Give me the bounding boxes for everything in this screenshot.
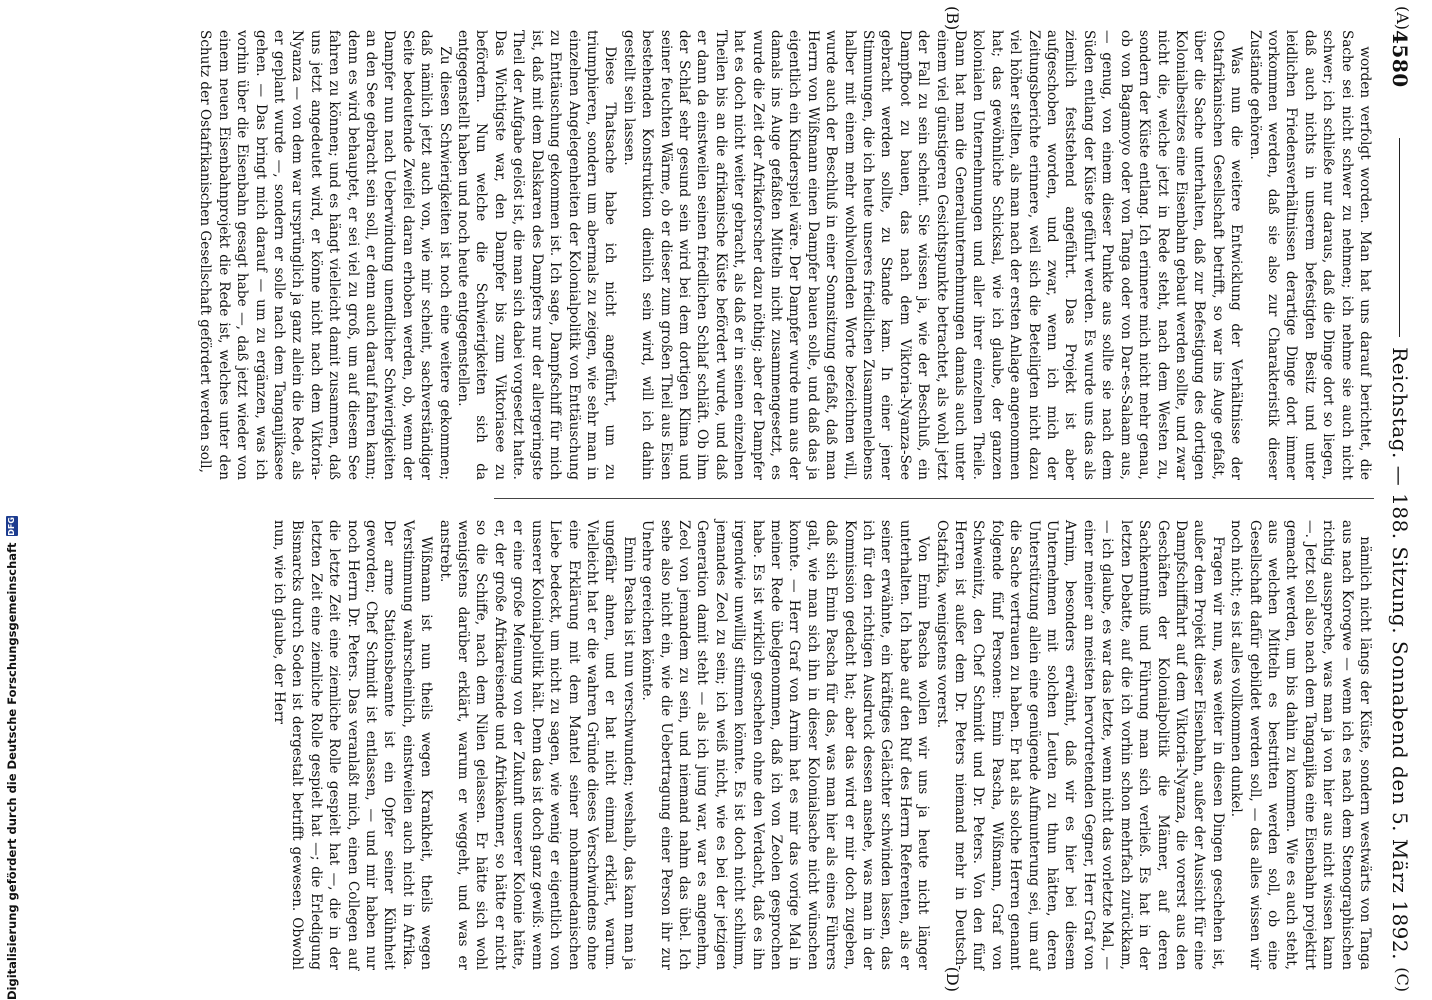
document-page	[60, 0, 1432, 1000]
margin-marker-b: (B)	[943, 6, 962, 31]
dfg-logo-icon: DFG	[7, 517, 16, 536]
paragraph: Fragen wir nun, was weiter in diesen Dingen geschehen ist, außer dem Projekt dieser Eisenbahn, außer der Aussicht für eine Dampfschifffahrt auf dem Viktoria-Nyanza, die vorerst aus den Geschäften der Kolonialpolitik die Männer, auf deren Sachkenntniß und Führung man sich verließ. Es hat in der letzten Debatte, auf die ich vorhin schon mehrfach zurückkam, — ich glaube, es war das letzte, wenn nicht das vorletzte Mal, — einer meiner an meisten hervortretenden Gegner, Herr Graf von Arnim, besonders erwähnt, daß wir es hier bei diesem Unternehmen mit solchen Leuten zu thun hätten, deren Unterstützung allein eine genügende Aufmunterung sei, um auf die Sache vertrauen zu haben. Er hat als solche Herren genannt folgende fünf Personen: Emin Pascha, Wißmann, Graf von Schweinitz, den Chef Schmidt und Dr. Peters. Von den fünf Herren ist außer dem Dr. Peters niemand mehr in Deutsch-Ostafrika, wenigstens vorerst.	[933, 520, 1226, 971]
margin-marker-a: (A)	[1393, 6, 1412, 31]
paragraph: Emin Pascha ist nun verschwunden; weshalb, das kann man ja ungefähr ahnen, und er hat nicht einmal erklärt, warum. Vielleicht hat er die wahren Gründe dieses Verschwindens ohne eine Erklärung mit dem Mantel seiner mohammedanischen Liebe bedeckt, um nicht zu sagen, wie wenig er eigentlich von unserer Kolonialpolitik hält. Denn das ist doch ganz gewiß: wenn er eine große Meinung von der Zukunft unserer Kolonie hätte, er, der große Afrikareisende und Afrikakenner, so hätte er nicht so die Schiffe, nach dem Nilen gelassen. Er hätte sich wohl wenigstens darüber erklärt, warum er weggeht, und was er anstrebt.	[436, 520, 637, 970]
margin-marker-c: (C)	[1393, 967, 1412, 992]
paragraph: Was nun die weitere Entwicklung der Verhältnisse der Ostafrikanischen Gesellschaft betrifft, so war ins Auge gefaßt, über die Sache unterhalten, daß zur Befestigung des dortigen Kolonialbesitzes eine Eisenbahn gebaut werden sollte, und zwar nicht die, welche jetzt in Rede steht, nach dem Westen zu, sondern der Küste entlang. Ich erinnere mich nicht mehr genau, ob von Bagamoyo oder von Tanga oder von Dar-es-Salaam aus, — genug, von einem dieser Punkte aus sollte sie nach dem Süden entlang der Küste geführt werden. Es wurde uns das als ziemlich feststehend angeführt. Das Projekt ist aber aufgeschoben worden, und zwar, wenn ich mich der Zeitungsberichte erinnere, weil sich die Beteiligten nicht dazu viel höher stellten, als man nach der ersten Anlage angenommen hat; das gewöhnliche Schicksal, wie ich glaube, der ganzen kolonialen Unternehmungen und aller ihrer einzelnen Theile. Dann hat man die Generalunternehmungen damals auch unter einem viel günstigeren Gesichtspunkte betrachtet, als wohl jetzt der Fall zu sein scheint. Sie wissen ja, wie der Beschluß, ein Dampfboot zu bauen, das nach dem Viktoria-Nyanza-See gebracht werden sollte, zu Stande kam. In einer jener Stimmungen, die ich heute unseres friedlichen Zusammenlebens halber mit einem mehr wohlwollenden Worte bezeichnen will, wurde auch der Beschluß in einer Sonnsitzung gefaßt, daß man Herrn von Wißmann einen Dampfer bauen solle, und daß das ja eigentlich ein Kinderspiel wäre. Der Dampfer wurde nun aus der damals ins Auge gefaßten Mitteln nicht zusammengesetzt, es wurde die Zeit der Afrikaforscher dazu nöthig; aber der Dampfer hat es doch nicht weiter gebracht, als daß er in seinen einzelnen Theilen bis an die afrikanische Küste befördert wurde, und daß er dann da einstweilen seinen friedlichen Schlaf schläft. Ob ihm der Schlaf sehr gesund sein wird bei dem dortigen Klima und seiner feuchten Wärme, ob er dieser zum großen Theil aus Eisen bestehenden Konstruktion dienlich sein wird, will ich dahin gestellt sein lassen.	[620, 30, 1245, 480]
right-column	[271, 520, 1374, 971]
footer-text: Digitalisierung gefördert durch die Deutsche Forschungsgemeinschaft	[5, 542, 19, 1000]
margin-marker-d: (D)	[943, 966, 962, 992]
paragraph: nämlich nicht längs der Küste, sondern westwärts von Tanga aus nach Korogwe — wenn ich es nach dem Stenographischen richtig ausspreche, was man ja von hier aus nicht wissen kann —. Jetzt soll also nach dem Tanganjika eine Eisenbahn projektirt gemacht werden, um bis dahin zu kommen. Wie es auch steht, aus welchen Mitteln es bestritten werden soll, ob eine Gesellschaft dafür gebildet werden soll, — das alles wissen wir noch nicht; es ist alles vollkommen dunkel.	[1228, 520, 1373, 970]
column-divider	[494, 498, 1374, 499]
paragraph: Von Emin Pascha wollen wir uns ja heute nicht länger unterhalten. Ich habe auf den Ruf des Herrn Referenten, als er seiner erwähnte, ein kräftiges Gelächter schwinden lassen, das ich für den richtigen Ausdruck dessen ansehe, was man in der Kommission gedacht hat; aber das wird er mir doch zugeben, daß sich Emin Pascha für das, was man hier als eines Führers galt, wie man sich ihn in dieser Kolonialsache nicht wünschen konnte. — Herr Graf von Arnim hat es mir das vorige Mal in meiner Rede übelgenommen, daß ich von Zeolen gesprochen habe. Es ist wirklich geschehen ohne den Verdacht, daß es ihn irgendwie unwillig stimmen könnte. Es ist doch nicht schlimm, jemandes Zeol zu sein; ich weiß nicht, wie es bei der jetzigen Generation damit steht — als ich jung war, war es angenehm, Zeol von jemandem zu sein, und niemand nahm das übel. Ich sehe also nicht ein, wie die Uebertragung einer Person ihr zur Unehre gereichen könnte.	[639, 520, 932, 970]
page-number: 4580	[1388, 30, 1412, 88]
paragraph: Wißmann ist nun theils wegen Krankheit, theils wegen Verstimmung wahrscheinlich, einstweilen auch nicht in Afrika. Der arme Stationsbeamte ist ein Opfer seiner Kühnheit geworden; Chef Schmidt ist entlassen, — und mir haben nur noch Herrn Dr. Peters. Das veranlaßt mich, einen Collegen auf die letzte Zeit eine ziemliche Rolle gespielt hat —, die in der letzten Zeit eine ziemliche Rolle gespielt hat —; die Erledigung Bismarcks durch Soden ist dergestalt betrifft gewesen. Obwohl nun, wie ich glaube, der Herr	[271, 520, 435, 970]
page-header	[1386, 30, 1414, 960]
paragraph: Diese Thatsache habe ich nicht angeführt, um zu triumphieren, sondern um abermals zu zeigen, wie sehr man in einzelnen Angelegenheiten der Kolonialpolitik von Enttäuschung zu Enttäuschung gekommen ist. Ich sage, Dampfschiff für mich ist, daß mit dem Dalskaren des Dampfers nur der allergeringste Theil der Aufgabe gelöst ist, die man sich dabei vorgesetzt hatte. Das Wichtigste war, den Dampfer bis zum Viktoriasee zu befördern. Nun welche die Schwierigkeiten sich da entgegenstellt haben und noch heute entgegenstellen.	[455, 30, 619, 480]
session-header: Reichstag. — 188. Sitzung. Sonnabend den 5. März 1892.	[1388, 347, 1412, 960]
left-column	[197, 30, 1374, 480]
footer-credit	[2, 0, 22, 1000]
paragraph: Zu diesen Schwierigkeiten ist noch eine weitere gekommen; daß nämlich jetzt auch von, wie mir scheint, sachverständiger Seite bedeutende Zweifel daran erhoben werden, ob, wenn der Dampfer nun nach Ueberwindung unendlicher Schwierigkeiten an den See gebracht sein soll, er denn auch darauf fahren kann; denn es wird behauptet, er sei viel zu groß, um auf diesem See fahren zu können; und es hängt vielleicht damit zusammen, daß uns jetzt angedeutet wird, er könne nicht nach dem Viktoria-Nyanza — von dem war ursprünglich ja ganz allein die Rede, als er geplant wurde —, sondern er solle nach dem Tanganjikasee gehen. — Das bringt mich darauf — um zu ergänzen, was ich vorhin über die Eisenbahn gesagt habe —, daß jetzt wieder von einem neuen Eisenbahnprojekt die Rede ist, welches unter den Schutz der Ostafrikanischen Gesellschaft gefördert werden soll,	[197, 30, 453, 480]
header-rule	[1400, 138, 1401, 337]
paragraph: worden verfolgt worden. Man hat uns darauf berichtet, die Sache sei nicht schwer zu nehmen; ich nehme sie auch nicht schwer; ich schließe nur daraus, daß die Dinge dort so liegen, daß auch nichts in unserem befestigten Besitz und unter leidlichen Friedensverhältnissen derartige Dinge dort immer vorkommen werden, daß sie also zur Charakteristik dieser Zustände gehören.	[1246, 30, 1373, 480]
